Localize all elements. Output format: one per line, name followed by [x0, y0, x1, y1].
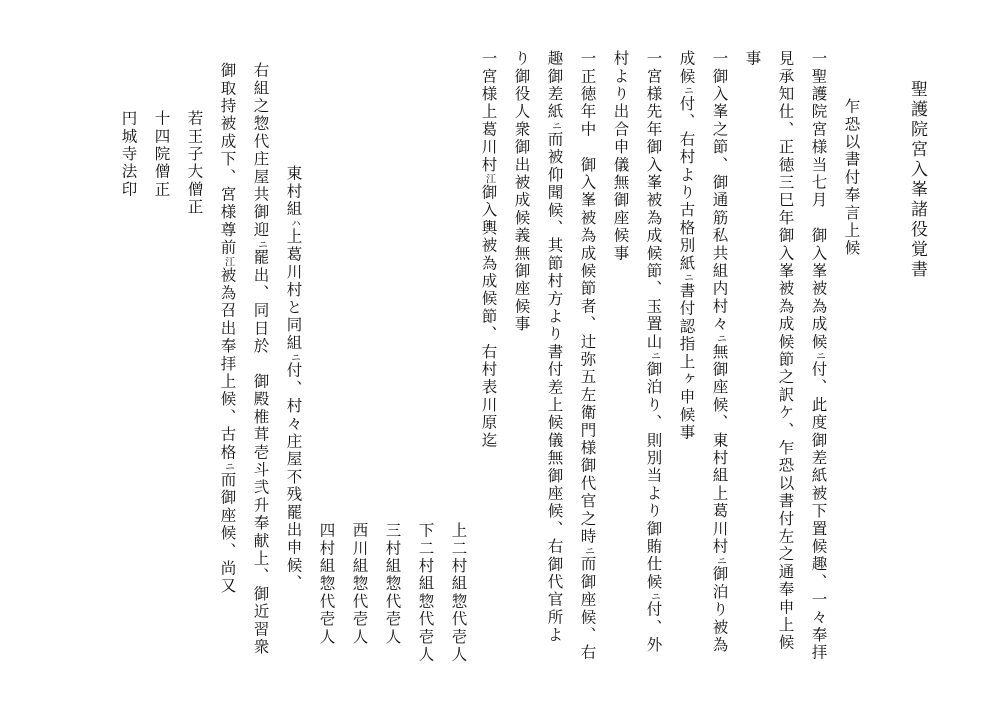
signatory-line: 三村組惣代壱人: [383, 522, 402, 646]
narrative-line: 右組之惣代庄屋共御迎ニ罷出、同日於 御殿椎茸壱斗弐升奉献上、御近習衆: [251, 62, 270, 657]
item-line: 成候ニ付、右村より古格別紙ニ書付認指上ヶ申候事: [677, 50, 696, 442]
narrative-line: 東村組ハ上葛川村と同組ニ付、村々庄屋不残罷出申候、: [284, 165, 303, 593]
item-line: 事: [743, 50, 762, 68]
signatory-line: 西川組惣代壱人: [350, 522, 369, 646]
item-line: 一宮様先年御入峯被為成候節、玉置山ニ御泊り、則別当より御賄仕候ニ付、外: [644, 50, 663, 655]
item-line: 趣御差紙ニ而被仰聞候、其節村方より書付差上候儀無御座候、右御代官所よ: [545, 50, 564, 645]
item-line: 村より出合申儀無御座候事: [611, 50, 630, 263]
signatory-line: 下二村組惣代壱人: [416, 522, 435, 664]
document-title: 聖護院宮入峯諸役覚書: [907, 80, 927, 280]
monk-name: 十四院僧正: [152, 110, 171, 199]
item-line: 一正徳年中 御入峯被為成候節者、辻弥五左衛門様御代官之時ニ而御座候、右: [578, 50, 597, 662]
item-line: 一聖護院宮様当七月 御入峯被為成候ニ付、此度御差紙被下置候趣、一々奉拝: [809, 50, 828, 662]
monk-name: 円城寺法印: [119, 110, 138, 199]
signatory-line: 四村組惣代壱人: [317, 522, 336, 646]
preface-line: 乍恐以書付奉言上候: [842, 98, 861, 258]
monk-name: 若王子大僧正: [185, 110, 204, 217]
signatory-line: 上二村組惣代壱人: [449, 522, 468, 664]
item-line: 一宮様上葛川村江御入輿被為成候節、右村表川原迄: [479, 50, 498, 450]
item-line: り御役人衆御出被成候義無御座候事: [512, 50, 531, 334]
narrative-line: 御取持被成下、宮様尊前江被為召出奉拝上候、古格ニ而御座候、尚又: [218, 62, 237, 596]
item-line: 見承知仕、正徳三巳年御入峯被為成候節之訳ケ、乍恐以書付左之通奉申上候: [776, 50, 795, 652]
item-line: 一御入峯之節、御通筋私共組内村々ニ無御座候、東村組上葛川村ニ御泊り被為: [710, 50, 729, 655]
